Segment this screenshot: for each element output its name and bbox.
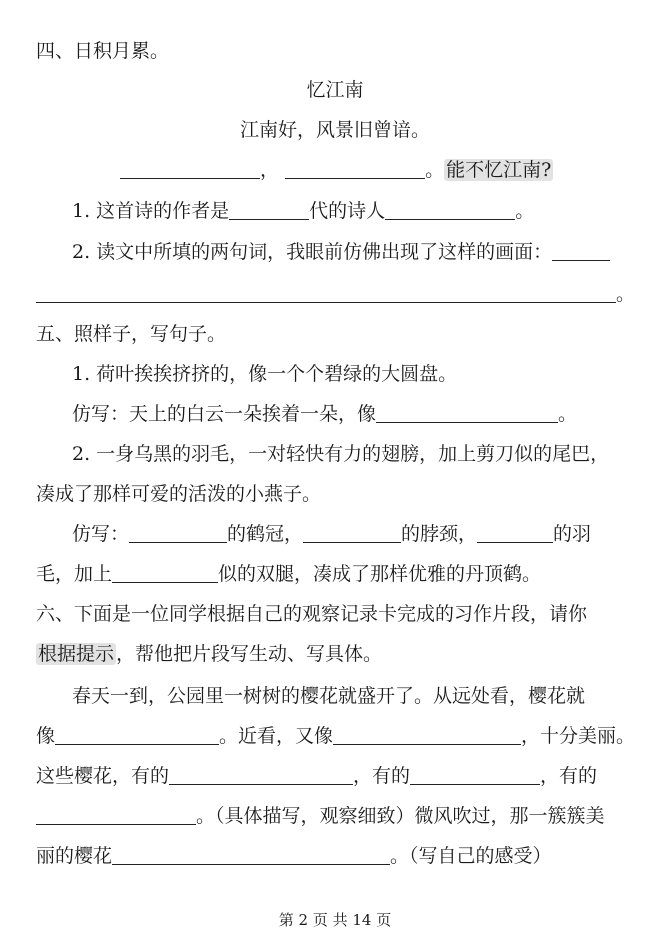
- question-4-1: 1. 这首诗的作者是 代的诗人 。: [72, 200, 535, 222]
- answer-blank[interactable]: [552, 242, 610, 261]
- poem-line-2: ， 。 能不忆江南?: [120, 158, 553, 182]
- poem-title: 忆江南: [306, 79, 364, 101]
- question-4-2-line-2: 。: [36, 282, 635, 306]
- answer-blank[interactable]: [36, 806, 196, 825]
- answer-blank[interactable]: [112, 846, 390, 865]
- question-4-2: 2. 读文中所填的两句词，我眼前仿佛出现了这样的画面：: [72, 240, 610, 264]
- answer-blank[interactable]: [169, 766, 353, 785]
- poem-line-2-end: 能不忆江南?: [446, 159, 552, 181]
- section6-heading-line-2: 根据提示 ，帮他把片段写生动、写具体。: [38, 643, 383, 665]
- answer-blank[interactable]: [285, 160, 425, 179]
- poem-line-1: 江南好，风景旧曾谙。: [239, 119, 430, 141]
- answer-blank[interactable]: [120, 160, 260, 179]
- answer-blank[interactable]: [112, 564, 218, 583]
- answer-blank[interactable]: [333, 726, 521, 745]
- section6-heading-line-1: 六、下面是一位同学根据自己的观察记录卡完成的习作片段，请你: [36, 603, 588, 625]
- answer-blank[interactable]: [376, 404, 558, 423]
- example-5-1: 1. 荷叶挨挨挤挤的，像一个个碧绿的大圆盘。: [72, 363, 458, 385]
- answer-blank[interactable]: [55, 726, 219, 745]
- passage-line-4: 。（具体描写，观察细致）微风吹过，那一簇簇美: [36, 804, 605, 828]
- answer-blank[interactable]: [129, 524, 227, 543]
- imitation-5-1: 仿写：天上的白云一朵挨着一朵，像 。: [72, 403, 578, 425]
- section4-heading: 四、日积月累。: [36, 40, 170, 62]
- answer-blank[interactable]: [303, 524, 401, 543]
- imitation-5-2: 仿写： 的鹤冠， 的脖颈， 的羽: [72, 523, 592, 545]
- page-footer: 第 2 页 共 14 页: [278, 911, 392, 929]
- answer-blank[interactable]: [410, 766, 540, 785]
- section5-heading: 五、照样子，写句子。: [36, 323, 227, 345]
- answer-blank[interactable]: [36, 284, 616, 303]
- passage-line-2: 像 。近看，又像 ，十分美丽。: [36, 725, 636, 747]
- answer-blank[interactable]: [385, 201, 515, 220]
- answer-blank[interactable]: [477, 524, 553, 543]
- passage-line-3: 这些樱花，有的 ，有的 ，有的: [36, 765, 598, 787]
- passage-line-1: 春天一到，公园里一树树的樱花就盛开了。从远处看，樱花就: [72, 685, 586, 707]
- example-5-2-line-2: 凑成了那样可爱的活泼的小燕子。: [36, 483, 322, 505]
- example-5-2-line-1: 2. 一身乌黑的羽毛，一对轻快有力的翅膀，加上剪刀似的尾巴，: [72, 443, 610, 465]
- imitation-5-2-line-2: 毛，加上 似的双腿，凑成了那样优雅的丹顶鹤。: [36, 563, 542, 585]
- answer-blank[interactable]: [229, 201, 309, 220]
- hint-highlight: 根据提示: [38, 643, 115, 665]
- passage-line-5: 丽的樱花 。（写自己的感受）: [36, 845, 552, 867]
